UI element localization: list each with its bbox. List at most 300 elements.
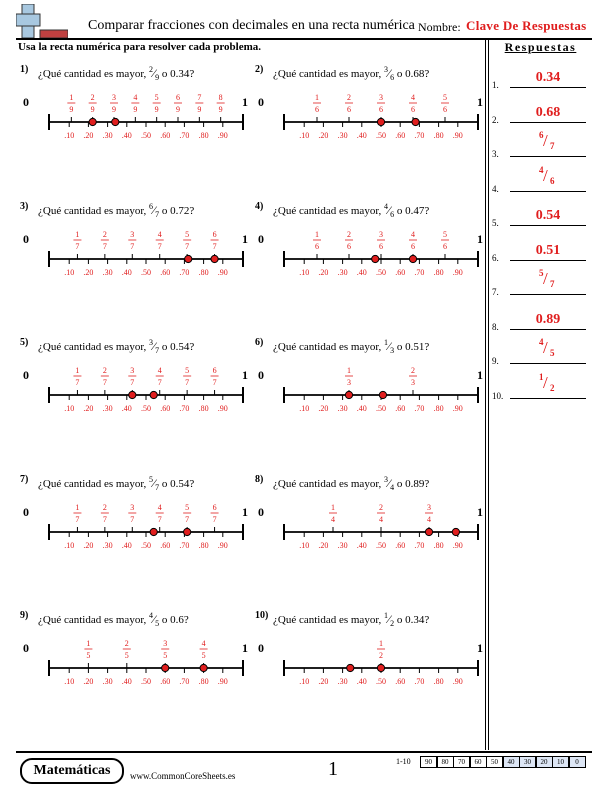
fraction-numerator: 3 [379,229,383,239]
fraction-numerator: 2 [411,366,415,375]
decimal-tick-label: .30 [102,131,113,140]
decimal-tick-label: .60 [160,540,171,550]
fraction-numerator: 3 [379,93,383,102]
question-text: ¿Qué cantidad es mayor, $^3⁄_7$ o 0.54? [38,338,195,355]
fraction-numerator: 3 [112,93,116,102]
problem-number: 3) [20,200,29,212]
problem-number: 8) [255,473,264,485]
fraction-numerator: 4 [157,366,162,375]
site-url: www.CommonCoreSheets.es [130,771,236,781]
number-line-start-label: 0 [23,504,29,519]
answer-number: 5. [492,218,499,228]
fraction-denominator: 6 [379,241,383,251]
fraction-denominator: 7 [185,514,190,524]
fraction-denominator: 9 [112,105,116,114]
problem [255,474,485,584]
name-value: Clave De Respuestas [466,18,587,33]
problem [20,201,250,311]
number-line [20,355,250,415]
decimal-tick-label: .90 [452,404,463,413]
fraction-numerator: 1 [75,502,80,512]
fraction-numerator: 4 [411,229,415,239]
fraction-denominator: 3 [411,378,415,387]
fraction-denominator: 7 [212,378,217,387]
decimal-tick-label: .10 [299,540,310,550]
problem-number: 9) [20,610,29,621]
score-cell: 40 [503,756,520,768]
fraction-denominator: 9 [176,105,180,114]
decimal-tick-label: .40 [356,540,367,550]
number-line-end-label: 1 [242,641,248,655]
answer-value: 0.89 [535,311,561,327]
value-dot [129,391,136,398]
fraction-denominator: 9 [154,105,159,114]
decimal-tick-label: .80 [433,267,444,277]
number-line [20,219,250,279]
problem-number: 7) [20,473,29,485]
answer-blank [510,260,586,261]
decimal-tick-label: .60 [395,267,406,277]
decimal-tick-label: .20 [318,267,329,277]
problem [20,474,250,584]
answer-row [492,233,592,263]
fraction-numerator: 3 [130,502,135,512]
number-line [255,219,485,279]
answer-blank [510,329,586,330]
decimal-tick-label: .20 [83,131,94,140]
decimal-tick-label: .50 [141,131,151,140]
answer-row [492,60,592,90]
decimal-tick-label: .50 [141,677,151,686]
decimal-tick-label: .50 [376,131,386,140]
number-line-end-label: 1 [477,95,483,109]
decimal-tick-label: .90 [452,677,463,686]
question-text: ¿Qué cantidad es mayor, $^5⁄_7$ o 0.54? [38,474,195,492]
decimal-tick-label: .10 [64,267,75,277]
decimal-tick-label: .30 [102,404,113,413]
decimal-tick-label: .90 [452,131,463,140]
fraction-denominator: 5 [86,651,91,660]
decimal-tick-label: .50 [376,267,386,277]
answer-blank [510,294,586,295]
fraction-numerator: 1 [75,366,80,375]
answer-row [492,336,592,366]
answer-row [492,371,592,401]
fraction-numerator: 5 [154,93,159,102]
decimal-tick-label: .70 [414,131,425,140]
answer-blank [510,122,586,123]
number-line [20,82,250,142]
fraction-numerator: 6 [212,502,217,512]
value-dot [112,118,119,125]
score-cell: 80 [437,756,454,768]
decimal-tick-label: .40 [356,267,367,277]
fraction-denominator: 6 [315,241,319,251]
decimal-tick-label: .60 [395,131,406,140]
answer-row [492,129,592,159]
decimal-tick-label: .90 [452,267,463,277]
fraction-denominator: 7 [212,514,217,524]
number-line-end-label: 1 [477,231,483,246]
fraction-numerator: 5 [443,229,447,239]
decimal-tick-label: .10 [64,540,75,550]
decimal-tick-label: .40 [121,677,132,686]
fraction-denominator: 9 [69,105,74,114]
decimal-tick-label: .80 [433,540,444,550]
name-label: Nombre: [418,20,461,34]
question-text: ¿Qué cantidad es mayor, $^2⁄_9$ o 0.34? [38,65,195,82]
number-line-start-label: 0 [23,368,29,382]
decimal-tick-label: .70 [179,540,190,550]
decimal-tick-label: .80 [198,404,209,413]
decimal-tick-label: .10 [64,404,75,413]
number-line [255,628,485,688]
decimal-tick-label: .10 [299,267,310,277]
decimal-tick-label: .20 [318,677,329,686]
number-line-end-label: 1 [242,231,248,246]
decimal-tick-label: .20 [318,131,329,140]
value-dot [409,255,416,262]
fraction-numerator: 4 [133,93,138,102]
fraction-denominator: 6 [443,241,447,251]
value-dot [211,255,218,262]
decimal-tick-label: .80 [433,404,444,413]
fraction-numerator: 6 [212,229,217,239]
number-line-end-label: 1 [477,641,483,655]
problem-number: 2) [255,64,264,75]
decimal-tick-label: .10 [64,131,75,140]
decimal-tick-label: .60 [160,404,171,413]
fraction-numerator: 8 [218,93,223,102]
number-line [20,492,250,552]
answer-number: 7. [492,287,499,297]
fraction-numerator: 3 [163,639,168,648]
score-cell: 0 [569,756,586,768]
decimal-tick-label: .60 [395,677,406,686]
decimal-tick-label: .50 [376,540,386,550]
fraction-denominator: 6 [379,105,383,114]
fraction-denominator: 7 [75,378,80,387]
fraction-denominator: 7 [130,378,135,387]
score-cell: 30 [519,756,536,768]
fraction-denominator: 9 [218,105,223,114]
fraction-numerator: 5 [443,93,447,102]
answer-fraction: 6 / 7 [539,130,555,151]
value-dot [452,528,459,535]
answer-value: 0.34 [535,70,561,85]
number-line-end-label: 1 [242,95,248,109]
decimal-tick-label: .20 [83,677,94,686]
number-line [20,628,250,688]
decimal-tick-label: .70 [179,267,190,277]
fraction-numerator: 5 [185,366,190,375]
value-dot [150,391,157,398]
instructions: Usa la recta numérica para resolver cada problema. [18,41,261,53]
fraction-denominator: 7 [102,378,107,387]
decimal-tick-label: .90 [217,131,228,140]
fraction-numerator: 3 [130,229,135,239]
number-line-start-label: 0 [258,641,264,655]
answer-fraction: 5 / 7 [539,268,555,289]
fraction-denominator: 6 [347,105,351,114]
fraction-denominator: 7 [157,514,162,524]
decimal-tick-label: .30 [337,404,348,413]
question-text: ¿Qué cantidad es mayor, $^6⁄_7$ o 0.72? [38,201,195,219]
problem-number: 10) [255,610,269,621]
decimal-tick-label: .80 [433,677,444,686]
value-dot [347,664,354,671]
fraction-numerator: 4 [157,229,162,239]
score-cell: 10 [552,756,569,768]
number-line-start-label: 0 [23,231,29,246]
decimal-tick-label: .40 [356,404,367,413]
value-dot [372,255,379,262]
fraction-denominator: 9 [197,105,202,114]
problem [255,610,485,720]
problem-number: 1) [20,64,29,75]
answer-value: 0.51 [535,242,561,258]
fraction-numerator: 2 [379,502,383,512]
fraction-denominator: 4 [331,514,335,524]
fraction-numerator: 1 [331,502,335,512]
fraction-numerator: 2 [124,639,129,648]
score-cell: 50 [486,756,503,768]
question-text: ¿Qué cantidad es mayor, $^4⁄_6$ o 0.47? [273,201,430,219]
score-cell: 70 [453,756,470,768]
fraction-denominator: 3 [347,378,351,387]
fraction-denominator: 7 [157,241,162,251]
decimal-tick-label: .40 [356,677,367,686]
answer-blank [510,363,586,364]
fraction-denominator: 7 [75,514,80,524]
decimal-tick-label: .80 [198,677,209,686]
decimal-tick-label: .30 [337,131,348,140]
value-dot [377,118,384,125]
fraction-denominator: 7 [157,378,162,387]
decimal-tick-label: .90 [217,540,228,550]
fraction-numerator: 1 [315,93,319,102]
fraction-numerator: 4 [201,639,206,648]
fraction-denominator: 7 [185,241,190,251]
fraction-denominator: 6 [347,241,351,251]
decimal-tick-label: .60 [395,404,406,413]
question-text: ¿Qué cantidad es mayor, $^1⁄_2$ o 0.34? [273,611,430,628]
fraction-numerator: 2 [102,502,107,512]
answer-number: 4. [492,183,499,194]
answer-number: 9. [492,356,499,366]
fraction-numerator: 3 [130,366,135,375]
decimal-tick-label: .70 [414,540,425,550]
fraction-denominator: 7 [102,514,107,524]
value-dot [162,664,169,671]
fraction-denominator: 4 [427,514,431,524]
decimal-tick-label: .40 [121,404,132,413]
fraction-numerator: 2 [90,93,95,102]
number-line-end-label: 1 [477,368,483,382]
decimal-tick-label: .20 [318,540,329,550]
fraction-denominator: 7 [185,378,190,387]
problem [255,201,485,311]
answers-title: Respuestas [504,40,577,54]
question-text: ¿Qué cantidad es mayor, $^1⁄_3$ o 0.51? [273,338,430,355]
answer-blank [510,156,586,157]
fraction-numerator: 1 [347,366,351,375]
decimal-tick-label: .40 [121,540,132,550]
problem [20,337,250,447]
answer-blank [510,87,586,88]
problem-number: 4) [255,200,264,212]
fraction-denominator: 7 [102,241,107,251]
answer-column-border [485,38,486,750]
number-line [255,82,485,142]
decimal-tick-label: .40 [121,267,132,277]
answer-blank [510,225,586,226]
fraction-numerator: 2 [102,229,107,239]
fraction-denominator: 7 [130,241,135,251]
decimal-tick-label: .70 [414,404,425,413]
fraction-numerator: 7 [197,93,202,102]
fraction-numerator: 3 [427,502,431,512]
fraction-denominator: 6 [443,105,447,114]
number-line [255,355,485,415]
decimal-tick-label: .30 [337,267,348,277]
answer-row [492,95,592,125]
answer-value: 0.54 [535,208,561,223]
decimal-tick-label: .70 [179,677,190,686]
decimal-tick-label: .30 [337,677,348,686]
fraction-denominator: 9 [90,105,95,114]
fraction-denominator: 5 [124,651,129,660]
question-text: ¿Qué cantidad es mayor, $^3⁄_6$ o 0.68? [273,65,430,82]
answer-number: 6. [492,252,499,263]
fraction-numerator: 4 [157,502,162,512]
problem [255,64,485,174]
value-dot [200,664,207,671]
fraction-numerator: 1 [86,639,91,648]
fraction-denominator: 5 [201,651,206,660]
decimal-tick-label: .50 [141,404,151,413]
decimal-tick-label: .40 [121,131,132,140]
decimal-tick-label: .90 [452,540,463,550]
decimal-tick-label: .30 [102,267,113,277]
answer-number: 8. [492,321,499,332]
answer-row [492,198,592,228]
decimal-tick-label: .90 [217,267,228,277]
score-cell: 20 [536,756,553,768]
fraction-numerator: 1 [75,229,80,239]
decimal-tick-label: .60 [160,677,171,686]
decimal-tick-label: .10 [299,131,310,140]
value-dot [150,528,157,535]
value-dot [412,118,419,125]
value-dot [377,664,384,671]
decimal-tick-label: .20 [83,267,94,277]
fraction-denominator: 4 [379,514,383,524]
fraction-denominator: 5 [163,651,168,660]
decimal-tick-label: .30 [337,540,348,550]
value-dot [185,255,192,262]
decimal-tick-label: .90 [217,677,228,686]
logo-icon [16,4,68,38]
number-line-start-label: 0 [23,95,29,109]
number-line [255,492,485,552]
decimal-tick-label: .70 [414,267,425,277]
number-line-start-label: 0 [258,231,264,246]
fraction-numerator: 1 [379,639,383,648]
score-cell: 90 [420,756,437,768]
problem [20,64,250,174]
fraction-numerator: 4 [411,93,415,102]
decimal-tick-label: .50 [376,677,386,686]
answer-row [492,302,592,332]
value-dot [89,118,96,125]
answer-row [492,267,592,297]
fraction-denominator: 7 [75,241,80,251]
fraction-denominator: 6 [411,241,415,251]
score-cell: 60 [470,756,487,768]
number-line-start-label: 0 [258,504,264,519]
page-title: Comparar fracciones con decimales en una recta numérica [88,18,415,33]
decimal-tick-label: .60 [160,267,171,277]
decimal-tick-label: .20 [318,404,329,413]
question-text: ¿Qué cantidad es mayor, $^3⁄_4$ o 0.89? [273,474,430,492]
decimal-tick-label: .40 [356,131,367,140]
answer-fraction: 1 / 2 [539,371,555,393]
decimal-tick-label: .80 [433,131,444,140]
fraction-numerator: 5 [185,229,190,239]
decimal-tick-label: .30 [102,540,113,550]
fraction-denominator: 7 [212,241,217,251]
problem [20,610,250,720]
decimal-tick-label: .70 [179,131,190,140]
fraction-denominator: 2 [379,651,383,660]
fraction-numerator: 2 [347,93,351,102]
answer-value: 0.68 [535,104,561,120]
decimal-tick-label: .80 [198,131,209,140]
number-line-end-label: 1 [477,504,483,519]
decimal-tick-label: .70 [414,677,425,686]
decimal-tick-label: .80 [198,267,209,277]
problem-number: 6) [255,337,264,348]
number-line-end-label: 1 [242,504,248,519]
number-line-start-label: 0 [258,95,264,109]
fraction-numerator: 2 [347,229,351,239]
fraction-numerator: 6 [176,93,180,102]
decimal-tick-label: .30 [102,677,113,686]
answer-number: 2. [492,114,499,125]
answer-number: 10. [492,390,504,401]
fraction-denominator: 6 [411,105,415,114]
decimal-tick-label: .70 [179,404,190,413]
decimal-tick-label: .50 [376,404,386,413]
decimal-tick-label: .10 [299,677,310,686]
problem [255,337,485,447]
fraction-numerator: 1 [315,229,319,239]
answer-number: 3. [492,149,499,159]
fraction-denominator: 6 [315,105,319,114]
answer-column-border [488,38,489,750]
value-dot [184,528,191,535]
footer-divider [16,751,592,753]
problem-number: 5) [20,337,29,348]
decimal-tick-label: .20 [83,540,94,550]
question-text: ¿Qué cantidad es mayor, $^4⁄_5$ o 0.6? [38,611,189,628]
decimal-tick-label: .50 [141,267,151,277]
answer-fraction: 4 / 6 [539,164,555,186]
page-number: 1 [328,758,338,780]
number-line-start-label: 0 [23,641,29,655]
decimal-tick-label: .50 [141,540,151,550]
